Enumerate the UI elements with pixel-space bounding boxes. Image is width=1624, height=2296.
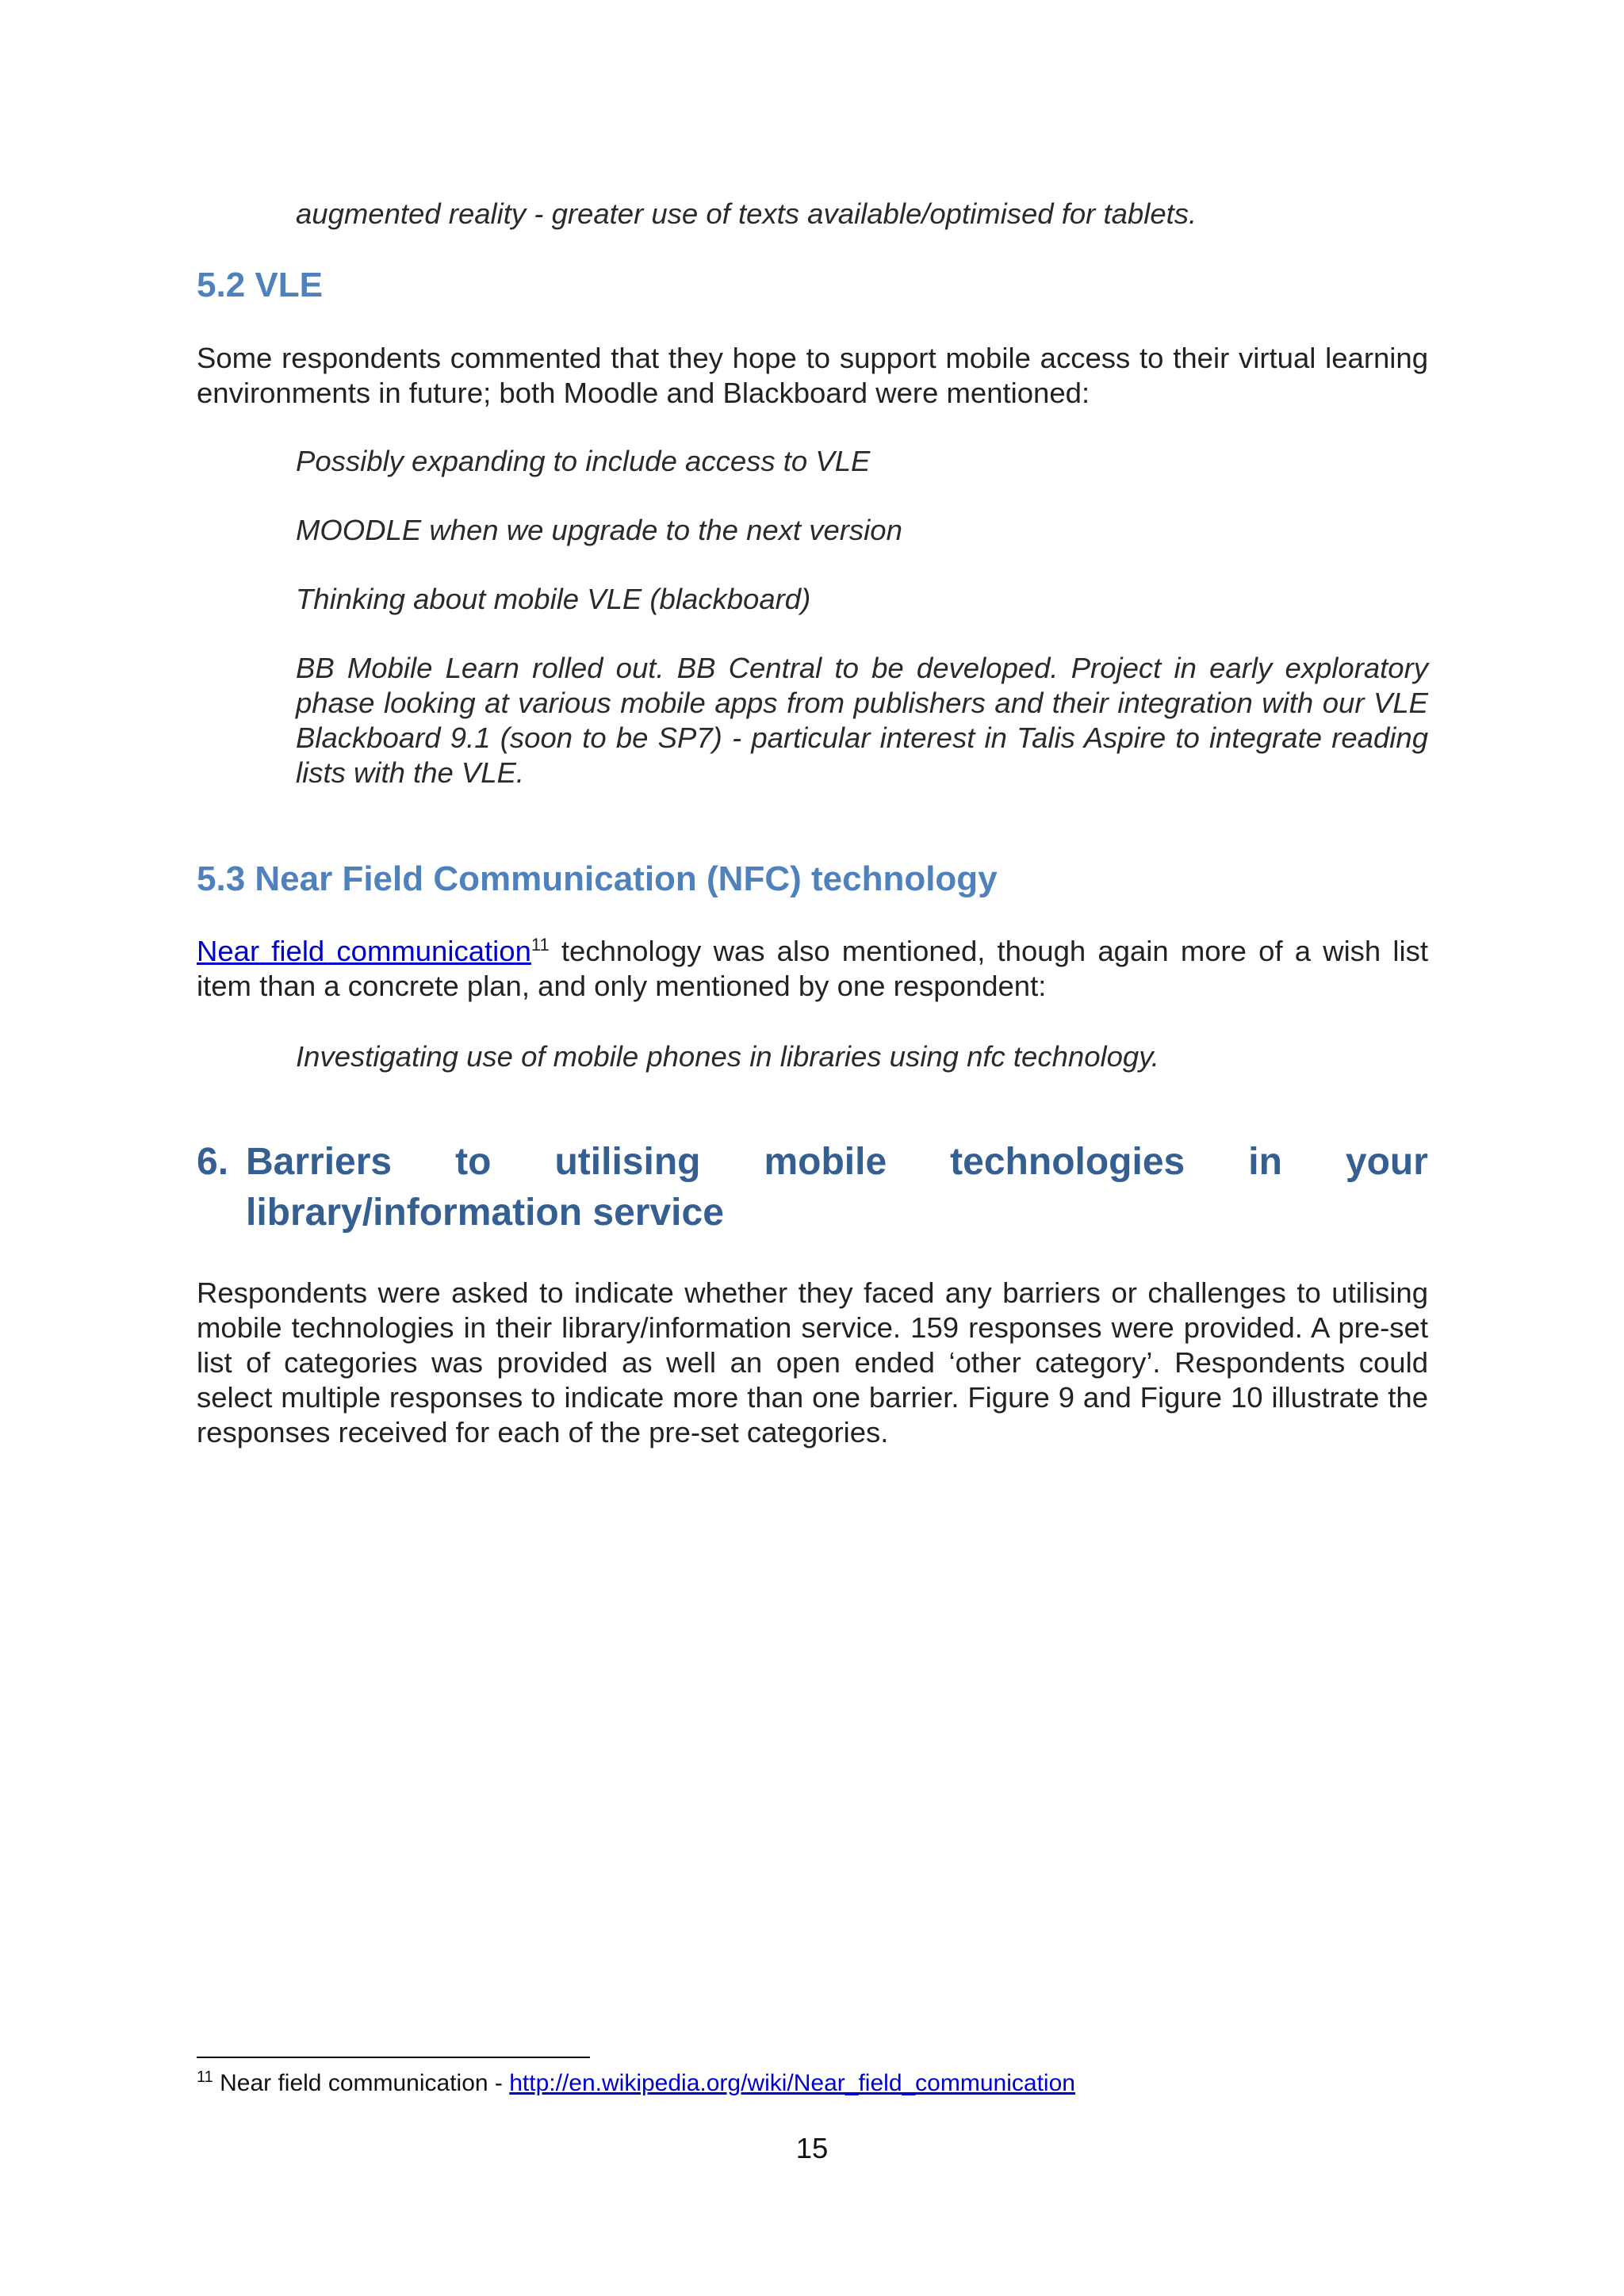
section-5-3-paragraph-text: technology was also mentioned, though again more of a wish list item than a concrete plan, and only mentioned by one respondent: bbox=[197, 935, 1428, 1002]
section-6-heading bbox=[197, 1137, 1428, 1238]
footnote-number: 11 bbox=[197, 2068, 213, 2086]
footnote-text: Near field communication - bbox=[213, 2070, 510, 2096]
quote-vle-2: MOODLE when we upgrade to the next version bbox=[296, 514, 902, 546]
section-5-2-paragraph: Some respondents commented that they hope to support mobile access to their virtual learning environments in future; both Moodle and Blackboard were mentioned: bbox=[197, 342, 1428, 409]
footnote-url-link[interactable]: http://en.wikipedia.org/wiki/Near_field_communication bbox=[509, 2070, 1075, 2096]
nfc-link[interactable]: Near field communication bbox=[197, 935, 531, 967]
section-6-heading-line1 bbox=[246, 1137, 1428, 1188]
footnote bbox=[197, 2068, 1075, 2099]
section-6-paragraph: Respondents were asked to indicate whether they faced any barriers or challenges to utilising mobile technologies in their library/information service. 159 responses were provided. A pre-set list of categories was provided as well an open ended ‘other category’. Respondents could select multiple responses to indicate more than one barrier. Figure 9 and Figure 10 illustrate the responses received for each of the pre-set categories. bbox=[197, 1276, 1428, 1448]
quote-vle-4: BB Mobile Learn rolled out. BB Central to be developed. Project in early exploratory phase looking at various mobile apps from publishers and their integration with our VLE Blackboard 9.1 (soon to be SP7) - particular interest in Talis Aspire to integrate reading lists with the VLE. bbox=[296, 652, 1428, 789]
heading-word: utilising bbox=[554, 1141, 701, 1183]
heading-word: technologies bbox=[950, 1141, 1185, 1183]
quote-vle-3: Thinking about mobile VLE (blackboard) bbox=[296, 583, 811, 615]
heading-word: mobile bbox=[764, 1141, 887, 1183]
heading-word: your bbox=[1345, 1141, 1428, 1183]
section-5-2-heading: 5.2 VLE bbox=[197, 266, 323, 304]
section-5-3-paragraph bbox=[197, 934, 1428, 1004]
page-number: 15 bbox=[795, 2132, 829, 2164]
section-5-3-heading: 5.3 Near Field Communication (NFC) technology bbox=[197, 859, 998, 898]
section-6-heading-line2: library/information service bbox=[246, 1192, 724, 1234]
footnote-separator bbox=[197, 2057, 590, 2058]
section-6-number: 6. bbox=[197, 1141, 229, 1183]
quote-nfc: Investigating use of mobile phones in libraries using nfc technology. bbox=[296, 1040, 1159, 1073]
quote-vle-1: Possibly expanding to include access to VLE bbox=[296, 445, 871, 477]
heading-word: in bbox=[1248, 1141, 1282, 1183]
heading-word: to bbox=[455, 1141, 492, 1183]
footnote-ref: 11 bbox=[530, 934, 550, 955]
intro-quote: augmented reality - greater use of texts available/optimised for tablets. bbox=[296, 197, 1197, 230]
heading-word: Barriers bbox=[246, 1141, 393, 1183]
